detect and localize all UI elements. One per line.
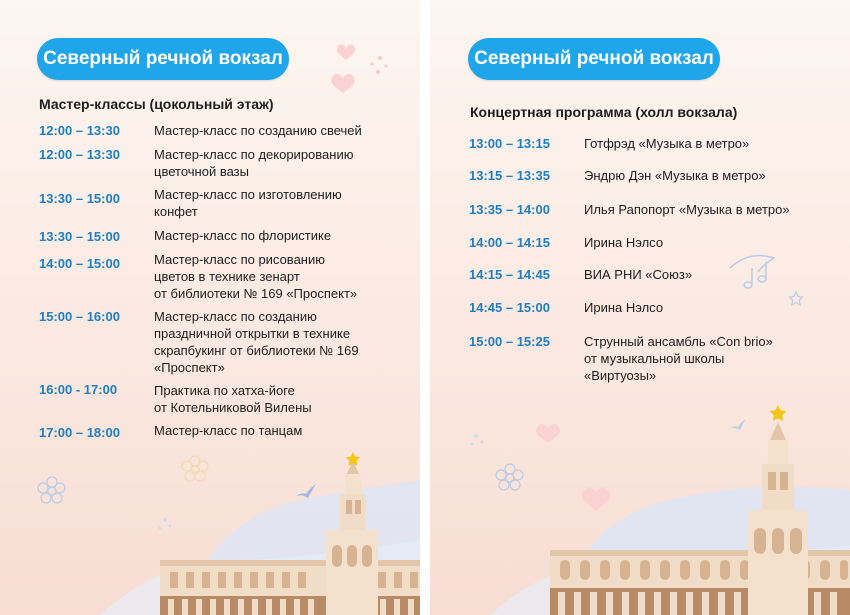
event-line: цветов в технике зенарт bbox=[154, 269, 300, 284]
section-title: Мастер-классы (цокольный этаж) bbox=[39, 96, 274, 112]
event-line: цветочной вазы bbox=[154, 164, 249, 179]
event-line: «Виртуозы» bbox=[584, 368, 657, 383]
event-line: от библиотеки № 169 «Проспект» bbox=[154, 286, 358, 301]
time-range: 17:00 – 18:00 bbox=[39, 425, 120, 440]
flower-icon bbox=[496, 464, 523, 490]
time-range: 13:00 – 13:15 bbox=[469, 136, 550, 151]
time-range: 13:15 – 13:35 bbox=[469, 168, 550, 183]
event-line: Ирина Нэлсо bbox=[584, 300, 664, 315]
event-line: Мастер-класс по танцам bbox=[154, 423, 303, 438]
decorative-illustration bbox=[0, 0, 420, 615]
venue-header-badge: Северный речной вокзал bbox=[37, 38, 289, 80]
event-line: Готфрэд «Музыка в метро» bbox=[584, 136, 750, 151]
sparkle-icon bbox=[471, 434, 484, 446]
star-icon bbox=[770, 405, 787, 421]
sparkle-icon bbox=[159, 518, 172, 530]
heart-icon bbox=[582, 487, 611, 511]
time-range: 14:00 – 14:15 bbox=[469, 235, 550, 250]
time-range: 15:00 – 15:25 bbox=[469, 334, 550, 349]
event-line: Эндрю Дэн «Музыка в метро» bbox=[584, 168, 766, 183]
event-line: ВИА РНИ «Союз» bbox=[584, 267, 693, 282]
event-line: «Проспект» bbox=[154, 360, 225, 375]
event-line: праздничной открытки в технике bbox=[154, 326, 351, 341]
event-line: от музыкальной школы bbox=[584, 351, 725, 366]
venue-header-badge: Северный речной вокзал bbox=[468, 38, 720, 80]
event-line: Мастер-класс по созданию bbox=[154, 309, 317, 324]
time-range: 15:00 – 16:00 bbox=[39, 309, 120, 324]
time-range: 12:00 – 13:30 bbox=[39, 123, 120, 138]
event-line: Струнный ансамбль «Con brio» bbox=[584, 334, 773, 349]
time-range: 14:15 – 14:45 bbox=[469, 267, 550, 282]
time-range: 13:30 – 15:00 bbox=[39, 191, 120, 206]
event-line: Ирина Нэлсо bbox=[584, 235, 664, 250]
music-note-icon bbox=[730, 256, 774, 288]
event-line: Практика по хатха-йоге bbox=[154, 383, 295, 398]
heart-icon bbox=[337, 44, 356, 60]
flower-icon bbox=[182, 456, 208, 481]
sparkle-icon bbox=[371, 56, 388, 74]
event-line: Мастер-класс по флористике bbox=[154, 228, 332, 243]
right-schedule-card bbox=[430, 0, 850, 615]
heart-icon bbox=[536, 424, 560, 443]
seagull-icon bbox=[730, 419, 746, 430]
event-line: от Котельниковой Вилены bbox=[154, 400, 312, 415]
decorative-illustration bbox=[430, 0, 850, 615]
event-line: конфет bbox=[154, 204, 198, 219]
seagull-icon bbox=[296, 484, 316, 498]
time-range: 13:30 – 15:00 bbox=[39, 229, 120, 244]
flower-icon bbox=[38, 477, 65, 503]
time-range: 13:35 – 14:00 bbox=[469, 202, 550, 217]
event-line: Илья Рапопорт «Музыка в метро» bbox=[584, 202, 790, 217]
star-outline-icon bbox=[789, 292, 803, 305]
event-line: скрапбукинг от библиотеки № 169 bbox=[154, 343, 359, 358]
event-line: Мастер-класс по рисованию bbox=[154, 252, 325, 267]
left-schedule-card bbox=[0, 0, 420, 615]
time-range: 16:00 - 17:00 bbox=[39, 382, 118, 397]
event-line: Мастер-класс по декорированию bbox=[154, 147, 354, 162]
event-line: Мастер-класс по созданию свечей bbox=[154, 123, 362, 138]
heart-icon bbox=[331, 74, 355, 93]
section-title: Концертная программа (холл вокзала) bbox=[470, 104, 738, 120]
time-range: 12:00 – 13:30 bbox=[39, 147, 120, 162]
time-range: 14:00 – 15:00 bbox=[39, 256, 120, 271]
time-range: 14:45 – 15:00 bbox=[469, 300, 550, 315]
event-line: Мастер-класс по изготовлению bbox=[154, 187, 342, 202]
